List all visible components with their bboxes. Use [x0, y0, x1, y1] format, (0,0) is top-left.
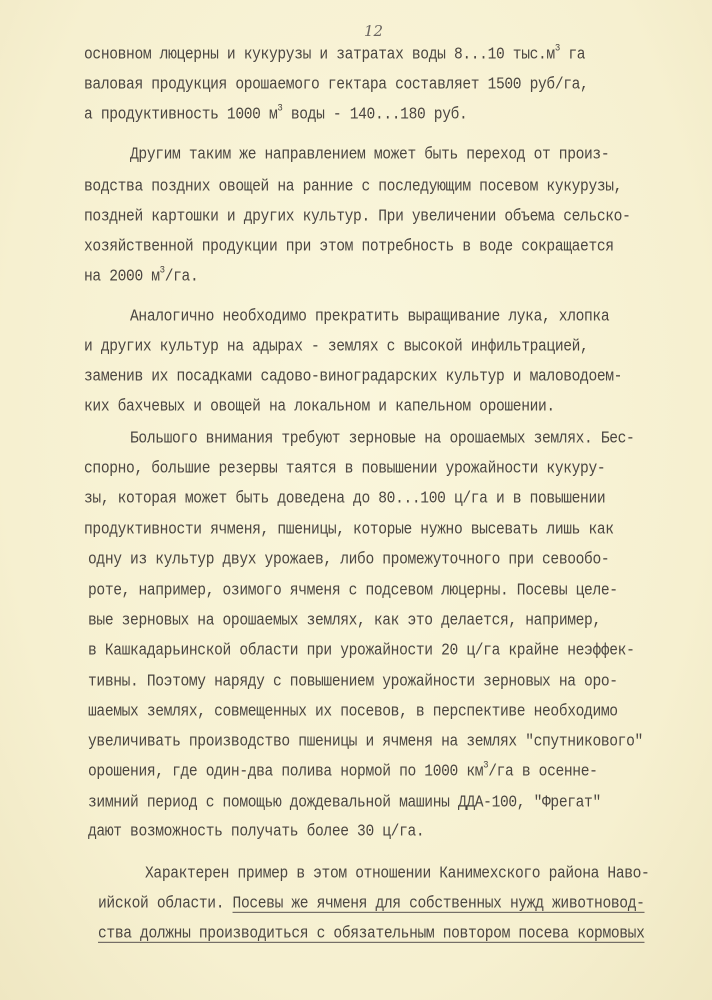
line-text: орошения, где один-два полива нормой по 1000 км [88, 763, 484, 781]
line-text: продуктивности ячменя, пшеницы, которые нужно высевать лишь как [84, 521, 614, 539]
line-text: дают возможность получать более 30 ц/га. [88, 823, 425, 841]
text-line [88, 551, 609, 569]
line-text: ийской области. [98, 895, 233, 913]
text-line [84, 208, 631, 226]
text-line [98, 895, 645, 913]
text-line [130, 308, 609, 326]
text-line [88, 612, 601, 630]
line-text: Аналогично необходимо прекратить выращивание лука, хлопка [130, 308, 610, 326]
text-line [88, 733, 643, 751]
line-text: /га в осенне- [488, 763, 598, 781]
line-text: зимний период с помощью дождевальной машины ДДА-100, "Фрегат" [88, 794, 601, 812]
line-text: в Кашкадарьинской области при урожайности 20 ц/га крайне неэффек- [88, 642, 635, 660]
text-line [84, 102, 468, 124]
underlined-text: Посевы же ячменя для собственных нужд животновод- [232, 895, 645, 913]
line-text: Большого внимания требуют зерновые на орошаемых землях. Бес- [130, 430, 635, 448]
line-text: /га. [164, 268, 199, 286]
line-text: а продуктивность 1000 м [84, 106, 278, 124]
text-line [84, 338, 588, 356]
line-text: основном люцерны и кукурузы и затратах воды 8...10 тыс.м [84, 46, 555, 64]
text-line [84, 490, 605, 508]
text-line [130, 146, 609, 164]
page-number: 12 [364, 22, 384, 40]
superscript: 3 [483, 759, 489, 771]
line-text: одну из культур двух урожаев, либо промежуточного при севообо- [88, 551, 610, 569]
text-line [145, 865, 649, 883]
text-line [88, 794, 601, 812]
line-text: зы, которая может быть доведена до 80...100 ц/га и в повышении [84, 490, 606, 508]
superscript: 3 [277, 102, 283, 114]
superscript: 3 [159, 264, 165, 276]
superscript: 3 [554, 42, 560, 54]
line-text: на 2000 м [84, 268, 160, 286]
line-text: поздней картошки и других культур. При увеличении объема сельско- [84, 208, 631, 226]
text-line [84, 42, 586, 64]
text-line [88, 582, 618, 600]
text-line [84, 460, 605, 478]
line-text: заменив их посадками садово-виноградарских культур и маловодоем- [84, 368, 623, 386]
line-text: тивны. Поэтому наряду с повышением урожайности зерновых на оро- [88, 673, 618, 691]
text-line [84, 178, 622, 196]
line-text: водства поздних овощей на ранние с последующим посевом кукурузы, [84, 178, 623, 196]
line-text: и других культур на адырах - землях с высокой инфильтрацией, [84, 338, 589, 356]
line-text: валовая продукция орошаемого гектара составляет 1500 руб/га, [84, 76, 589, 94]
text-line [84, 264, 199, 286]
line-text: вые зерновых на орошаемых землях, как это делается, например, [88, 612, 601, 630]
underlined-text: ства должны производиться с обязательным повтором посева кормовых [98, 925, 645, 943]
text-line [130, 430, 634, 448]
line-text: роте, например, озимого ячменя с подсевом люцерны. Посевы целе- [88, 582, 618, 600]
line-text: спорно, большие резервы таятся в повышении урожайности кукуру- [84, 460, 606, 478]
text-line [84, 521, 614, 539]
line-text: Характерен пример в этом отношении Канимехского района Наво- [145, 865, 650, 883]
text-line [98, 925, 645, 943]
text-line [88, 703, 618, 721]
text-line [88, 759, 598, 781]
line-text: воды - 140...180 руб. [282, 106, 468, 124]
text-line [84, 368, 622, 386]
text-line [88, 642, 635, 660]
line-text: Другим таким же направлением может быть переход от произ- [130, 146, 610, 164]
text-line [88, 673, 618, 691]
line-text: хозяйственной продукции при этом потребность в воде сокращается [84, 238, 614, 256]
line-text: шаемых землях, совмещенных их посевов, в перспективе необходимо [88, 703, 618, 721]
line-text: га [559, 46, 586, 64]
text-line [84, 398, 555, 416]
text-line [88, 823, 424, 841]
line-text: увеличивать производство пшеницы и ячменя на землях "спутникового" [88, 733, 643, 751]
text-line [84, 238, 614, 256]
line-text: ких бахчевых и овощей на локальном и капельном орошении. [84, 398, 555, 416]
text-line [84, 76, 588, 94]
